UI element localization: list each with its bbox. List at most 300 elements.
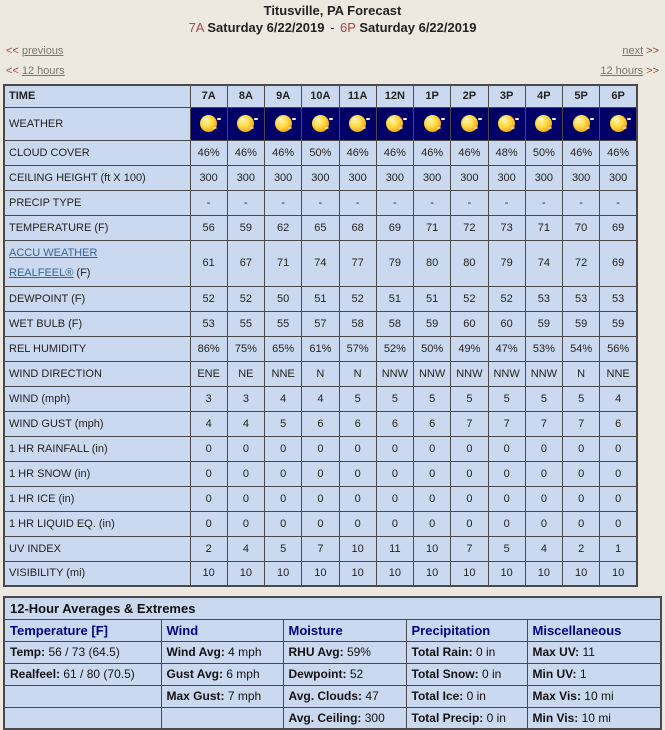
forecast-cell: 10 — [600, 561, 637, 586]
weather-cell — [600, 107, 637, 140]
realfeel-link[interactable]: REALFEEL® — [9, 267, 74, 279]
forecast-cell: NNW — [488, 361, 525, 386]
time-header-cell: 1P — [414, 85, 451, 107]
forecast-cell: 0 — [563, 461, 600, 486]
page-title: Titusville, PA Forecast — [263, 3, 402, 18]
forecast-cell: 0 — [525, 486, 562, 511]
forecast-cell: 61% — [302, 336, 339, 361]
sun-icon — [275, 115, 292, 132]
forecast-cell: 57% — [339, 336, 376, 361]
previous-link[interactable]: previous — [21, 45, 64, 57]
forecast-row — [4, 536, 637, 561]
forecast-cell: 0 — [488, 511, 525, 536]
forecast-cell: 0 — [488, 436, 525, 461]
sun-icon — [424, 115, 441, 132]
forecast-cell: 59 — [600, 311, 637, 336]
forecast-cell: NE — [227, 361, 264, 386]
summary-column-header: Moisture — [283, 619, 406, 641]
forecast-cell: 57 — [302, 311, 339, 336]
forecast-cell: 5 — [265, 411, 302, 436]
forecast-cell: 80 — [451, 240, 488, 286]
weather-cell — [488, 107, 525, 140]
forecast-cell: 5 — [488, 386, 525, 411]
forecast-cell: 79 — [488, 240, 525, 286]
forecast-cell: 7 — [488, 411, 525, 436]
time-header-cell: 6P — [600, 85, 637, 107]
date-range — [0, 20, 665, 35]
forecast-cell: 52 — [339, 286, 376, 311]
forecast-cell: 52 — [190, 286, 227, 311]
weather-cell — [376, 107, 413, 140]
forecast-cell: 51 — [414, 286, 451, 311]
time-header-cell: 2P — [451, 85, 488, 107]
time-header-cell: 4P — [525, 85, 562, 107]
forecast-cell: 0 — [488, 486, 525, 511]
sun-icon — [237, 115, 254, 132]
range-start-date: Saturday 6/22/2019 — [207, 20, 325, 35]
summary-cell: Total Precip: 0 in — [406, 707, 527, 729]
forecast-row — [4, 561, 637, 586]
next-12-hours-link[interactable]: 12 hours — [600, 65, 644, 77]
row-label: CEILING HEIGHT (ft X 100) — [4, 165, 190, 190]
row-label: PRECIP TYPE — [4, 190, 190, 215]
forecast-cell: 5 — [414, 386, 451, 411]
forecast-cell: 51 — [376, 286, 413, 311]
forecast-cell: 10 — [451, 561, 488, 586]
time-header-cell: 12N — [376, 85, 413, 107]
forecast-cell: 5 — [451, 386, 488, 411]
forecast-cell: 0 — [376, 461, 413, 486]
forecast-cell: NNW — [525, 361, 562, 386]
forecast-cell: - — [376, 190, 413, 215]
forecast-cell: 46% — [339, 140, 376, 165]
range-separator: - — [330, 20, 335, 35]
row-label: REL HUMIDITY — [4, 336, 190, 361]
summary-column-header: Wind — [161, 619, 283, 641]
summary-cell: Total Snow: 0 in — [406, 663, 527, 685]
forecast-cell: 0 — [600, 461, 637, 486]
time-header-cell: 5P — [563, 85, 600, 107]
forecast-cell: 3 — [190, 386, 227, 411]
forecast-row — [4, 336, 637, 361]
forecast-cell: 0 — [265, 461, 302, 486]
summary-cell: Max Gust: 7 mph — [161, 685, 283, 707]
forecast-cell: 59 — [227, 215, 264, 240]
summary-row — [4, 707, 661, 729]
forecast-cell: 65% — [265, 336, 302, 361]
summary-cell — [161, 707, 283, 729]
summary-header-row — [4, 619, 661, 641]
row-label: DEWPOINT (F) — [4, 286, 190, 311]
forecast-cell: 0 — [302, 486, 339, 511]
forecast-cell: 0 — [339, 461, 376, 486]
sun-icon — [535, 115, 552, 132]
summary-title: 12-Hour Averages & Extremes — [4, 597, 661, 619]
range-end-date: Saturday 6/22/2019 — [359, 20, 477, 35]
forecast-cell: 0 — [339, 511, 376, 536]
forecast-cell: 10 — [414, 536, 451, 561]
row-label: WET BULB (F) — [4, 311, 190, 336]
forecast-cell: 10 — [339, 536, 376, 561]
forecast-cell: 300 — [265, 165, 302, 190]
weather-cell — [414, 107, 451, 140]
forecast-row — [4, 140, 637, 165]
summary-cell: Total Ice: 0 in — [406, 685, 527, 707]
forecast-cell: 55 — [265, 311, 302, 336]
realfeel-link[interactable]: ACCU WEATHER — [9, 247, 98, 259]
forecast-cell: 10 — [414, 561, 451, 586]
forecast-row — [4, 436, 637, 461]
forecast-cell: 59 — [414, 311, 451, 336]
row-label: 1 HR RAINFALL (in) — [4, 436, 190, 461]
forecast-cell: 10 — [190, 561, 227, 586]
sun-icon — [498, 115, 515, 132]
summary-column-header: Temperature [F] — [4, 619, 161, 641]
forecast-cell: 53 — [525, 286, 562, 311]
forecast-cell: 10 — [376, 561, 413, 586]
forecast-cell: 53 — [600, 286, 637, 311]
row-label: UV INDEX — [4, 536, 190, 561]
summary-column-header: Precipitation — [406, 619, 527, 641]
summary-cell: Gust Avg: 6 mph — [161, 663, 283, 685]
forecast-cell: 300 — [525, 165, 562, 190]
forecast-cell: 4 — [600, 386, 637, 411]
summary-cell: Avg. Ceiling: 300 — [283, 707, 406, 729]
forecast-row — [4, 286, 637, 311]
forecast-cell: 73 — [488, 215, 525, 240]
forecast-cell: - — [414, 190, 451, 215]
weather-cell — [563, 107, 600, 140]
forecast-cell: 300 — [414, 165, 451, 190]
forecast-cell: 5 — [488, 536, 525, 561]
forecast-cell: 71 — [265, 240, 302, 286]
summary-cell: Min Vis: 10 mi — [527, 707, 661, 729]
forecast-cell: 300 — [302, 165, 339, 190]
summary-cell — [4, 707, 161, 729]
forecast-cell: 52% — [376, 336, 413, 361]
range-end-time: 6P — [340, 20, 356, 35]
forecast-cell: 75% — [227, 336, 264, 361]
forecast-cell: 300 — [451, 165, 488, 190]
forecast-cell: 0 — [600, 486, 637, 511]
time-label: TIME — [4, 85, 190, 107]
sun-icon — [200, 115, 217, 132]
forecast-cell: 300 — [339, 165, 376, 190]
forecast-cell: 0 — [190, 486, 227, 511]
forecast-cell: 0 — [376, 511, 413, 536]
hourly-forecast-table — [3, 84, 638, 587]
next-link[interactable]: next — [622, 45, 644, 57]
summary-cell: RHU Avg: 59% — [283, 641, 406, 663]
forecast-cell: 6 — [376, 411, 413, 436]
summary-cell: Avg. Clouds: 47 — [283, 685, 406, 707]
forecast-cell: 0 — [265, 486, 302, 511]
forecast-cell: 10 — [302, 561, 339, 586]
forecast-row — [4, 190, 637, 215]
nav-row-12hours — [0, 65, 665, 77]
forecast-cell: 48% — [488, 140, 525, 165]
forecast-cell: 300 — [227, 165, 264, 190]
summary-title-row — [4, 597, 661, 619]
forecast-cell: 6 — [302, 411, 339, 436]
forecast-cell: 300 — [190, 165, 227, 190]
forecast-cell: 72 — [451, 215, 488, 240]
forecast-cell: 86% — [190, 336, 227, 361]
previous-12h-arrows-icon: << — [6, 65, 19, 77]
forecast-cell: 0 — [190, 436, 227, 461]
forecast-cell: 67 — [227, 240, 264, 286]
sun-icon — [386, 115, 403, 132]
forecast-cell: 0 — [227, 436, 264, 461]
time-header-cell: 11A — [339, 85, 376, 107]
forecast-cell: 4 — [265, 386, 302, 411]
forecast-cell: - — [488, 190, 525, 215]
forecast-cell: 77 — [339, 240, 376, 286]
forecast-cell: - — [339, 190, 376, 215]
forecast-cell: NNW — [451, 361, 488, 386]
forecast-cell: 0 — [302, 511, 339, 536]
forecast-cell: 50% — [302, 140, 339, 165]
forecast-row — [4, 411, 637, 436]
summary-cell: Max UV: 11 — [527, 641, 661, 663]
forecast-cell: 0 — [339, 486, 376, 511]
forecast-cell: 0 — [227, 461, 264, 486]
time-header-cell: 10A — [302, 85, 339, 107]
forecast-cell: - — [227, 190, 264, 215]
weather-cell — [451, 107, 488, 140]
forecast-cell: 50% — [414, 336, 451, 361]
forecast-cell: 0 — [190, 511, 227, 536]
forecast-row — [4, 240, 637, 286]
time-header-row — [4, 85, 637, 107]
row-label: ACCU WEATHER REALFEEL® (F) — [4, 240, 190, 286]
forecast-cell: 65 — [302, 215, 339, 240]
forecast-row — [4, 215, 637, 240]
weather-cell — [525, 107, 562, 140]
forecast-cell: 0 — [339, 436, 376, 461]
forecast-cell: 0 — [376, 436, 413, 461]
nav-next — [619, 45, 659, 57]
forecast-cell: 4 — [190, 411, 227, 436]
forecast-cell: 10 — [525, 561, 562, 586]
forecast-cell: N — [302, 361, 339, 386]
forecast-cell: 0 — [451, 461, 488, 486]
forecast-cell: 4 — [302, 386, 339, 411]
summary-cell: Realfeel: 61 / 80 (70.5) — [4, 663, 161, 685]
forecast-cell: 10 — [563, 561, 600, 586]
time-header-cell: 8A — [227, 85, 264, 107]
forecast-cell: 52 — [451, 286, 488, 311]
summary-cell: Temp: 56 / 73 (64.5) — [4, 641, 161, 663]
forecast-cell: 70 — [563, 215, 600, 240]
forecast-row — [4, 361, 637, 386]
forecast-row — [4, 386, 637, 411]
forecast-cell: 59 — [525, 311, 562, 336]
forecast-cell: - — [451, 190, 488, 215]
next-arrows-icon: >> — [646, 45, 659, 57]
summary-row — [4, 663, 661, 685]
forecast-cell: 0 — [525, 461, 562, 486]
forecast-cell: NNW — [414, 361, 451, 386]
forecast-cell: N — [339, 361, 376, 386]
forecast-cell: NNW — [376, 361, 413, 386]
row-label: WIND DIRECTION — [4, 361, 190, 386]
forecast-cell: 5 — [376, 386, 413, 411]
forecast-cell: 46% — [451, 140, 488, 165]
forecast-cell: 46% — [190, 140, 227, 165]
forecast-cell: 7 — [451, 536, 488, 561]
forecast-cell: 71 — [414, 215, 451, 240]
forecast-cell: 51 — [302, 286, 339, 311]
forecast-cell: 0 — [451, 486, 488, 511]
weather-cell — [339, 107, 376, 140]
sun-icon — [312, 115, 329, 132]
forecast-cell: 300 — [376, 165, 413, 190]
forecast-cell: 11 — [376, 536, 413, 561]
next-12h-arrows-icon: >> — [646, 65, 659, 77]
forecast-cell: 69 — [376, 215, 413, 240]
forecast-cell: 10 — [227, 561, 264, 586]
forecast-cell: 62 — [265, 215, 302, 240]
forecast-cell: 59 — [563, 311, 600, 336]
forecast-cell: 10 — [488, 561, 525, 586]
previous-12-hours-link[interactable]: 12 hours — [21, 65, 65, 77]
row-label: CLOUD COVER — [4, 140, 190, 165]
forecast-cell: 47% — [488, 336, 525, 361]
forecast-cell: - — [302, 190, 339, 215]
forecast-cell: 0 — [414, 461, 451, 486]
row-label: TEMPERATURE (F) — [4, 215, 190, 240]
nav-previous — [6, 45, 66, 57]
forecast-cell: 69 — [600, 240, 637, 286]
forecast-cell: 7 — [563, 411, 600, 436]
forecast-cell: 49% — [451, 336, 488, 361]
forecast-cell: 0 — [190, 461, 227, 486]
forecast-cell: - — [190, 190, 227, 215]
nav-row-hour — [0, 45, 665, 57]
forecast-cell: 55 — [227, 311, 264, 336]
forecast-cell: 0 — [227, 486, 264, 511]
forecast-cell: 5 — [525, 386, 562, 411]
forecast-cell: 74 — [525, 240, 562, 286]
forecast-cell: 0 — [600, 436, 637, 461]
forecast-cell: 53% — [525, 336, 562, 361]
forecast-cell: 46% — [265, 140, 302, 165]
summary-row — [4, 685, 661, 707]
forecast-cell: - — [265, 190, 302, 215]
forecast-cell: 2 — [190, 536, 227, 561]
row-label: 1 HR LIQUID EQ. (in) — [4, 511, 190, 536]
forecast-cell: 7 — [525, 411, 562, 436]
forecast-cell: 0 — [414, 486, 451, 511]
forecast-cell: 1 — [600, 536, 637, 561]
forecast-cell: 5 — [339, 386, 376, 411]
forecast-cell: 60 — [451, 311, 488, 336]
forecast-cell: 69 — [600, 215, 637, 240]
time-header-cell: 7A — [190, 85, 227, 107]
page-header — [0, 0, 665, 35]
forecast-cell: 4 — [227, 536, 264, 561]
row-label: VISIBILITY (mi) — [4, 561, 190, 586]
forecast-cell: 0 — [525, 436, 562, 461]
row-label: 1 HR ICE (in) — [4, 486, 190, 511]
forecast-cell: 52 — [488, 286, 525, 311]
forecast-cell: 7 — [302, 536, 339, 561]
forecast-cell: 0 — [563, 436, 600, 461]
forecast-cell: - — [563, 190, 600, 215]
row-label: WIND (mph) — [4, 386, 190, 411]
forecast-cell: 6 — [600, 411, 637, 436]
forecast-cell: - — [600, 190, 637, 215]
forecast-cell: 80 — [414, 240, 451, 286]
summary-cell: Dewpoint: 52 — [283, 663, 406, 685]
forecast-cell: 0 — [451, 511, 488, 536]
forecast-cell: 2 — [563, 536, 600, 561]
forecast-cell: 46% — [600, 140, 637, 165]
forecast-cell: 6 — [414, 411, 451, 436]
summary-cell: Min UV: 1 — [527, 663, 661, 685]
forecast-cell: 79 — [376, 240, 413, 286]
forecast-cell: 58 — [339, 311, 376, 336]
range-start-time: 7A — [188, 20, 204, 35]
weather-row — [4, 107, 637, 140]
forecast-cell: 6 — [339, 411, 376, 436]
forecast-cell: 0 — [451, 436, 488, 461]
weather-cell — [190, 107, 227, 140]
forecast-cell: 0 — [600, 511, 637, 536]
nav-next-12h — [597, 65, 659, 77]
forecast-cell: 3 — [227, 386, 264, 411]
forecast-cell: 56 — [190, 215, 227, 240]
forecast-row — [4, 486, 637, 511]
summary-row — [4, 641, 661, 663]
sun-icon — [610, 115, 627, 132]
sun-icon — [461, 115, 478, 132]
forecast-cell: 50% — [525, 140, 562, 165]
row-label: 1 HR SNOW (in) — [4, 461, 190, 486]
forecast-cell: 53 — [563, 286, 600, 311]
forecast-cell: 56% — [600, 336, 637, 361]
forecast-cell: 0 — [265, 511, 302, 536]
summary-cell: Total Rain: 0 in — [406, 641, 527, 663]
forecast-cell: 50 — [265, 286, 302, 311]
nav-previous-12h — [6, 65, 68, 77]
forecast-cell: 60 — [488, 311, 525, 336]
forecast-cell: 0 — [302, 436, 339, 461]
summary-cell: Max Vis: 10 mi — [527, 685, 661, 707]
row-label: WEATHER — [4, 107, 190, 140]
forecast-cell: - — [525, 190, 562, 215]
row-label: WIND GUST (mph) — [4, 411, 190, 436]
forecast-cell: 7 — [451, 411, 488, 436]
previous-arrows-icon: << — [6, 45, 19, 57]
forecast-cell: 58 — [376, 311, 413, 336]
forecast-row — [4, 511, 637, 536]
forecast-cell: 0 — [414, 436, 451, 461]
forecast-cell: 0 — [563, 486, 600, 511]
forecast-cell: 0 — [488, 461, 525, 486]
forecast-cell: 0 — [265, 436, 302, 461]
forecast-cell: 54% — [563, 336, 600, 361]
forecast-cell: 300 — [563, 165, 600, 190]
forecast-cell: NNE — [265, 361, 302, 386]
forecast-cell: 10 — [265, 561, 302, 586]
forecast-cell: 52 — [227, 286, 264, 311]
forecast-cell: 0 — [563, 511, 600, 536]
forecast-cell: 0 — [414, 511, 451, 536]
time-header-cell: 3P — [488, 85, 525, 107]
forecast-cell: 4 — [227, 411, 264, 436]
